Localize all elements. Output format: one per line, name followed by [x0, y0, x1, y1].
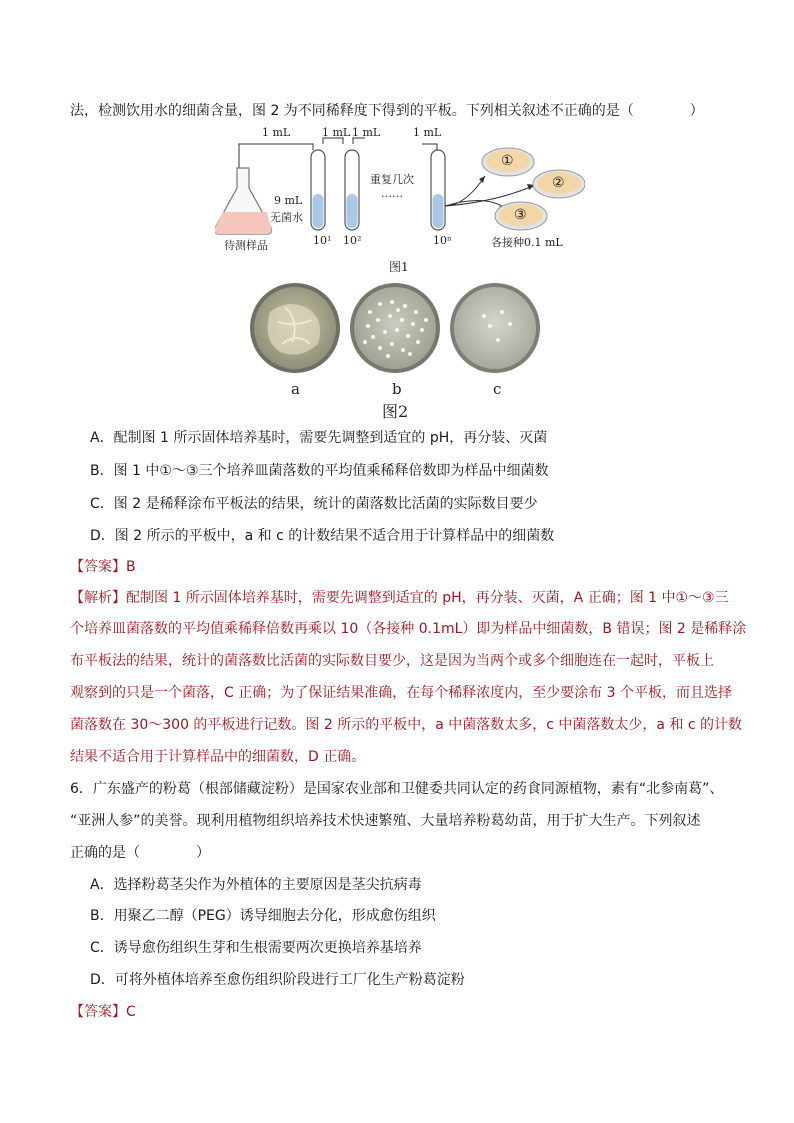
plate-label-a: a	[291, 380, 300, 398]
q5-option-b: B．图 1 中①～③三个培养皿菌落数的平均值乘稀释倍数即为样品中细菌数	[90, 463, 549, 479]
label-1ml-d: 1 mL	[413, 126, 442, 139]
transfer-lines	[239, 138, 437, 168]
label-1ml-c: 1 mL	[352, 126, 381, 139]
label-1ml-a: 1 mL	[262, 126, 291, 139]
tube-2	[345, 150, 359, 230]
label-tube-n: 10ⁿ	[433, 234, 452, 247]
label-1ml-b: 1 mL	[322, 126, 351, 139]
q5-option-c: C．图 2 是稀释涂布平板法的结果，统计的菌落数比活菌的实际数目要少	[90, 496, 538, 512]
q5-option-a: A．配制图 1 所示固体培养基时，需要先调整到适宜的 pH，再分装、灭菌	[90, 430, 548, 446]
q5-option-d: D．图 2 所示的平板中，a 和 c 的计数结果不适合用于计算样品中的细菌数	[90, 528, 555, 544]
q5-analysis-line: 布平板法的结果，统计的菌落数比活菌的实际数目要少，这是因为当两个或多个细胞连在一起时，平板上	[70, 653, 714, 669]
plate-c	[450, 283, 540, 373]
q5-answer: 【答案】B	[70, 559, 136, 575]
label-plate-2: ②	[552, 175, 565, 191]
label-plate-3: ③	[514, 207, 527, 223]
label-9ml: 9 mL	[274, 194, 303, 207]
plate-a	[250, 283, 340, 373]
label-tube-2: 10²	[343, 234, 362, 247]
q5-analysis-line: 个培养皿菌落数的平均值乘稀释倍数再乘以 10（各接种 0.1mL）即为样品中细菌数，B 错误；图 2 是稀释涂	[70, 621, 747, 637]
q6-stem-line: 6．广东盛产的粉葛（根部储藏淀粉）是国家农业部和卫健委共同认定的药食同源植物，素有“北参南葛”、	[70, 781, 724, 797]
q6-option-b: B．用聚乙二醇（PEG）诱导细胞去分化，形成愈伤组织	[90, 908, 436, 924]
q6-answer: 【答案】C	[70, 1004, 136, 1020]
plate-label-c: c	[493, 380, 502, 398]
label-sample: 待测样品	[224, 239, 268, 252]
tube-n	[431, 150, 445, 230]
figure-2-plates	[240, 282, 550, 377]
plate-b	[350, 283, 440, 373]
label-tube-1: 10¹	[313, 234, 332, 247]
q5-analysis-line: 观察到的只是一个菌落，C 正确；为了保证结果准确，在每个稀释浓度内，至少要涂布 3 个平板，而且选择	[70, 685, 733, 701]
q6-option-c: C．诱导愈伤组织生芽和生根需要两次更换培养基培养	[90, 940, 422, 956]
question-intro: 法，检测饮用水的细菌含量，图 2 为不同稀释度下得到的平板。下列相关叙述不正确的是（ ）	[70, 103, 704, 119]
figure-2-caption: 图2	[382, 402, 409, 421]
q5-analysis-line: 【解析】配制图 1 所示固体培养基时，需要先调整到适宜的 pH，再分装、灭菌，A 正确；图 1 中①～③三	[70, 590, 729, 606]
figure-1-caption: 图1	[389, 260, 409, 274]
q5-analysis-line: 结果不适合用于计算样品中的细菌数，D 正确。	[70, 749, 366, 765]
label-ellipsis: ……	[381, 187, 403, 200]
tube-1	[311, 150, 325, 230]
sample-flask	[215, 168, 272, 234]
label-sterile-water: 无菌水	[270, 211, 303, 224]
label-inoculate: 各接种0.1 mL	[491, 236, 563, 249]
q6-stem-line: “亚洲人参”的美誉。现利用植物组织培养技术快速繁殖、大量培养粉葛幼苗，用于扩大生产。下列叙述	[70, 813, 701, 829]
q6-stem-line: 正确的是（ ）	[70, 845, 210, 861]
q5-analysis-line: 菌落数在 30～300 的平板进行记数。图 2 所示的平板中，a 中菌落数太多，c 中菌落数太少，a 和 c 的计数	[70, 717, 743, 733]
plate-label-b: b	[392, 380, 402, 398]
label-repeat: 重复几次	[370, 173, 414, 186]
label-plate-1: ①	[501, 153, 514, 169]
q6-option-d: D．可将外植体培养至愈伤组织阶段进行工厂化生产粉葛淀粉	[90, 972, 465, 988]
q6-option-a: A．选择粉葛茎尖作为外植体的主要原因是茎尖抗病毒	[90, 877, 422, 893]
